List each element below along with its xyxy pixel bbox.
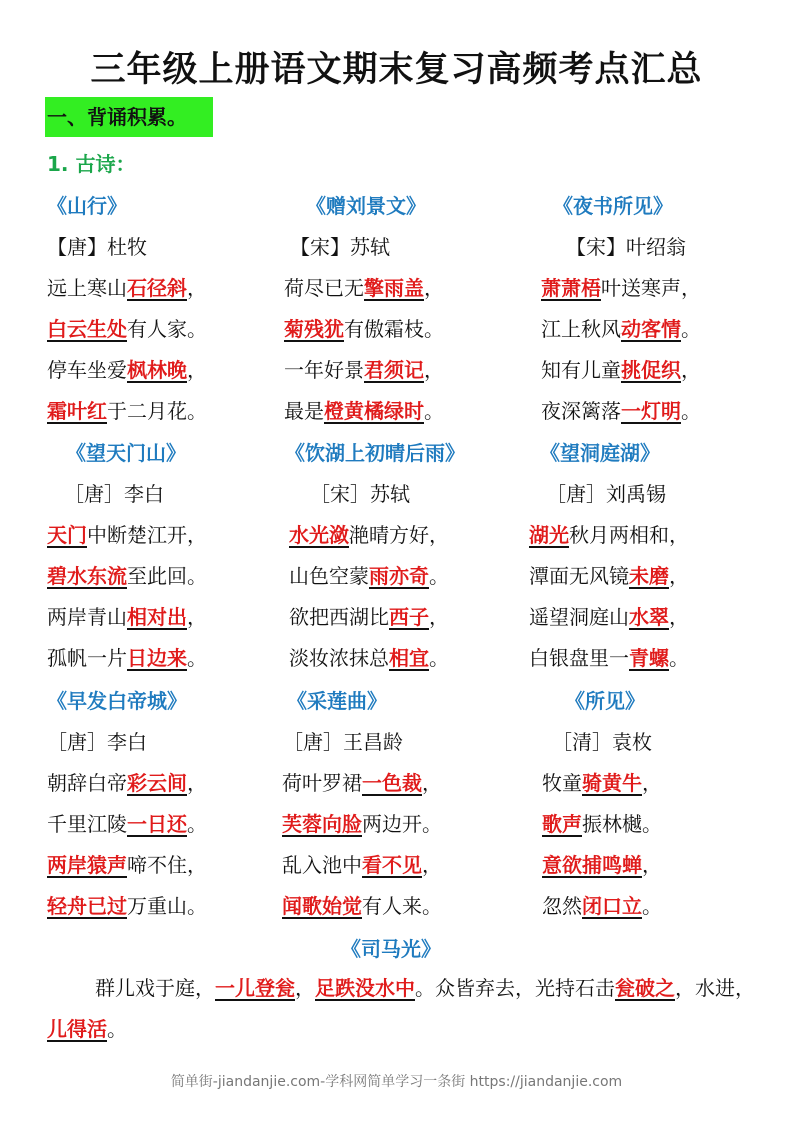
answer-text: 湖光 [529, 523, 569, 547]
answer-text: 枫林晚 [127, 358, 187, 382]
poem-line [529, 642, 689, 671]
poem-line [289, 642, 449, 671]
answer-text: 擎雨盖 [364, 276, 424, 300]
line-text: 远上寒山 [47, 276, 127, 300]
line-text: ， [424, 358, 444, 382]
line-text: 乱入池中 [282, 853, 362, 877]
poem-line [541, 313, 701, 342]
answer-text: 白云生处 [47, 317, 127, 341]
footer: 简单街-jiandanjie.com-学科网简单学习一条街 https://jiandanjie.com [170, 1074, 623, 1090]
poem-title: 《望洞庭湖》 [540, 441, 660, 465]
line-text: 万重山。 [127, 894, 207, 918]
line-text: ，水进， [675, 976, 755, 1000]
line-text: ， [681, 358, 701, 382]
line-text: 忽然 [542, 894, 582, 918]
line-text: 至此回。 [127, 564, 207, 588]
answer-text: 两岸猿声 [47, 853, 127, 877]
poem-author: 【唐】杜牧 [47, 235, 147, 259]
poem-title: 《夜书所见》 [553, 194, 673, 218]
page-title: 三年级上册语文期末复习高频考点汇总 [90, 50, 703, 90]
poem-author: 【宋】叶绍翁 [566, 235, 686, 259]
line-text: ， [669, 605, 689, 629]
answer-text: 足跌没水中 [315, 976, 415, 1000]
line-text: 白银盘里一 [529, 646, 629, 670]
poem-line [47, 767, 207, 796]
line-text: 一年好景 [284, 358, 364, 382]
poem-line [47, 560, 207, 589]
answer-text: 水翠 [629, 605, 669, 629]
answer-text: 一灯明 [621, 399, 681, 423]
answer-text: 一色裁 [362, 771, 422, 795]
poem-line [47, 642, 207, 671]
line-text: 荷尽已无 [284, 276, 364, 300]
line-text: 滟晴方好， [349, 523, 449, 547]
line-text: 有傲霜枝。 [344, 317, 444, 341]
poem-line [282, 808, 442, 837]
poem-line [47, 354, 207, 383]
answer-text: 闻歌始觉 [282, 894, 362, 918]
line-text: 朝辞白帝 [47, 771, 127, 795]
poem-line [282, 890, 442, 919]
poem-line [47, 313, 207, 342]
line-text: 群儿戏于庭， [95, 976, 215, 1000]
answer-text: 水光潋 [289, 523, 349, 547]
poem-author: ［宋］苏轼 [310, 482, 410, 506]
poem-title: 《望天门山》 [66, 441, 186, 465]
poem-line [284, 395, 444, 424]
answer-text: 挑促织 [621, 358, 681, 382]
answer-text: 相对出 [127, 605, 187, 629]
prose-title: 《司马光》 [341, 937, 441, 961]
line-text: ， [422, 771, 442, 795]
poem-line [284, 313, 444, 342]
answer-text: 菊残犹 [284, 317, 344, 341]
line-text: 潭面无风镜 [529, 564, 629, 588]
answer-text: 未磨 [629, 564, 669, 588]
poem-title: 《早发白帝城》 [47, 689, 187, 713]
poem-title: 《采莲曲》 [287, 689, 387, 713]
answer-text: 橙黄橘绿时 [324, 399, 424, 423]
line-text: 秋月两相和， [569, 523, 689, 547]
prose-text [47, 968, 757, 1050]
line-text: 。 [681, 399, 701, 423]
answer-text: 瓮破之 [615, 976, 675, 1000]
poem-line [47, 849, 207, 878]
line-text: 荷叶罗裙 [282, 771, 362, 795]
line-text: 。 [424, 399, 444, 423]
poem-line [47, 519, 207, 548]
answer-text: 歌声 [542, 812, 582, 836]
poem-line [282, 767, 442, 796]
answer-text: 石径斜 [127, 276, 187, 300]
subsection-heading: 1. 古诗： [47, 152, 136, 176]
line-text: 夜深篱落 [541, 399, 621, 423]
line-text: 最是 [284, 399, 324, 423]
answer-text: 日边来 [127, 646, 187, 670]
poem-author: ［唐］李白 [64, 482, 164, 506]
poem-line [542, 849, 662, 878]
line-text: 。 [107, 1017, 127, 1041]
answer-text: 儿得活 [47, 1017, 107, 1041]
line-text: 两边开。 [362, 812, 442, 836]
answer-text: 一日还 [127, 812, 187, 836]
line-text: 。 [669, 646, 689, 670]
answer-text: 看不见 [362, 853, 422, 877]
poem-line [542, 767, 662, 796]
line-text: 于二月花。 [107, 399, 207, 423]
line-text: 叶送寒声， [601, 276, 701, 300]
poem-title: 《饮湖上初晴后雨》 [285, 441, 465, 465]
line-text: ， [422, 853, 442, 877]
poem-line [284, 354, 444, 383]
line-text: 啼不住， [127, 853, 207, 877]
poem-line [541, 354, 701, 383]
poem-line [47, 601, 207, 630]
answer-text: 彩云间 [127, 771, 187, 795]
answer-text: 萧萧梧 [541, 276, 601, 300]
poem-line [47, 808, 207, 837]
poem-line [542, 808, 662, 837]
line-text: 牧童 [542, 771, 582, 795]
poem-line [529, 560, 689, 589]
line-text: 停车坐爱 [47, 358, 127, 382]
answer-text: 君须记 [364, 358, 424, 382]
poem-line [529, 601, 689, 630]
line-text: 山色空蒙 [289, 564, 369, 588]
poem-line [529, 519, 689, 548]
line-text: 。 [429, 646, 449, 670]
answer-text: 霜叶红 [47, 399, 107, 423]
answer-text: 闭口立 [582, 894, 642, 918]
answer-text: 骑黄牛 [582, 771, 642, 795]
poem-line [542, 890, 662, 919]
line-text: ， [187, 605, 207, 629]
poem-line [541, 272, 701, 301]
poem-line [284, 272, 444, 301]
line-text: ， [669, 564, 689, 588]
line-text: 。众皆弃去，光持石击 [415, 976, 615, 1000]
answer-text: 青螺 [629, 646, 669, 670]
section-heading: 一、背诵积累。 [45, 97, 213, 137]
answer-text: 意欲捕鸣蝉 [542, 853, 642, 877]
answer-text: 天门 [47, 523, 87, 547]
line-text: ， [429, 605, 449, 629]
poem-line [541, 395, 701, 424]
poem-line [289, 560, 449, 589]
answer-text: 西子 [389, 605, 429, 629]
poem-author: 【宋】苏轼 [290, 235, 390, 259]
answer-text: 轻舟已过 [47, 894, 127, 918]
line-text: ， [187, 771, 207, 795]
poem-title: 《山行》 [47, 194, 127, 218]
line-text: 。 [642, 894, 662, 918]
answer-text: 一儿登瓮 [215, 976, 295, 1000]
answer-text: 芙蓉向脸 [282, 812, 362, 836]
line-text: 欲把西湖比 [289, 605, 389, 629]
poem-line [289, 601, 449, 630]
poem-author: ［唐］王昌龄 [283, 730, 403, 754]
line-text: 。 [187, 646, 207, 670]
line-text: ， [187, 276, 207, 300]
line-text: ， [424, 276, 444, 300]
line-text: 江上秋风 [541, 317, 621, 341]
poem-line [47, 272, 207, 301]
line-text: 遥望洞庭山 [529, 605, 629, 629]
answer-text: 相宜 [389, 646, 429, 670]
poem-line [289, 519, 449, 548]
answer-text: 碧水东流 [47, 564, 127, 588]
line-text: ， [642, 853, 662, 877]
poem-line [282, 849, 442, 878]
poem-title: 《所见》 [565, 689, 645, 713]
line-text: 千里江陵 [47, 812, 127, 836]
poem-author: ［唐］刘禹锡 [546, 482, 666, 506]
answer-text: 雨亦奇 [369, 564, 429, 588]
line-text: ， [642, 771, 662, 795]
line-text: 振林樾。 [582, 812, 662, 836]
poem-author: ［清］袁枚 [552, 730, 652, 754]
answer-text: 动客情 [621, 317, 681, 341]
line-text: ， [187, 358, 207, 382]
poem-author: ［唐］李白 [47, 730, 147, 754]
line-text: 淡妆浓抹总 [289, 646, 389, 670]
poem-line [47, 890, 207, 919]
poem-line [47, 395, 207, 424]
line-text: 。 [429, 564, 449, 588]
line-text: 孤帆一片 [47, 646, 127, 670]
line-text: 有人家。 [127, 317, 207, 341]
line-text: 有人来。 [362, 894, 442, 918]
line-text: 两岸青山 [47, 605, 127, 629]
line-text: 中断楚江开， [87, 523, 207, 547]
line-text: 。 [681, 317, 701, 341]
line-text: ， [295, 976, 315, 1000]
poem-title: 《赠刘景文》 [306, 194, 426, 218]
line-text: 知有儿童 [541, 358, 621, 382]
line-text: 。 [187, 812, 207, 836]
